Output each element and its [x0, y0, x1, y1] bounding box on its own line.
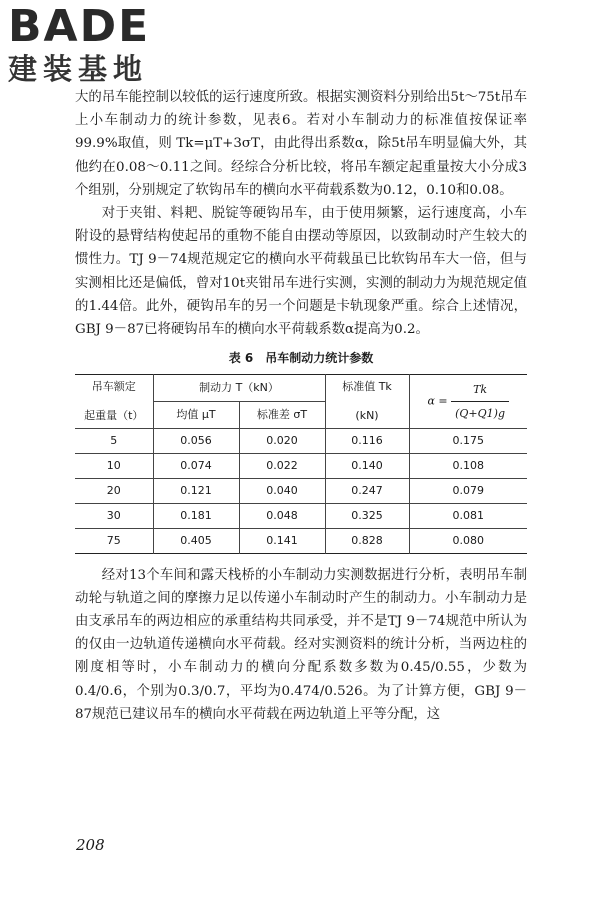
cell-mean: 0.056	[153, 428, 239, 453]
cell-capacity: 30	[75, 503, 153, 528]
header-capacity-line2: 起重量（t）	[84, 409, 144, 423]
header-std: 标准差 σT	[239, 401, 325, 428]
cell-alpha: 0.079	[409, 478, 527, 503]
alpha-fraction	[451, 378, 509, 425]
paragraph-3: 经对13个车间和露天栈桥的小车制动力实测数据进行分析，表明吊车制动轮与轨道之间的摩擦力足以传递小车制动时产生的制动力。小车制动力是由支承吊车的两边相应的承重结构共同承受，并不是TJ 9－74规范中所认为的仅由一边轨道传递横向水平荷载。经对实测资料的统计分析，当两边柱的刚度相等时，小车制动力的横向分配系数多数为0.45/0.55，少数为0.4/0.6，个别为0.3/0.7，平均为0.474/0.526。为了计算方便，GBJ 9－87规范已建议吊车的横向水平荷载在两边轨道上平等分配，这	[75, 567, 527, 722]
header-force: 制动力 T（kN）	[153, 375, 325, 402]
cell-std: 0.022	[239, 453, 325, 478]
header-capacity	[75, 375, 153, 428]
cell-standard: 0.325	[325, 503, 409, 528]
table-caption: 表 6 吊车制动力统计参数	[228, 351, 374, 366]
brake-force-table	[75, 374, 527, 553]
paragraph-2: 对于夹钳、料耙、脱锭等硬钩吊车，由于使用频繁，运行速度高，小车附设的悬臂结构使起吊的重物不能自由摆动等原因，以致制动时产生较大的惯性力。TJ 9－74规范规定它的横向水平荷载虽已比软钩吊车大一倍，但与实测相比还是偏低，曾对10t夹钳吊车进行实测，实测的制动力为规范规定值的1.44倍。此外，硬钩吊车的另一个问题是卡轨现象严重。综合上述情况，GBJ 9－87已将硬钩吊车的横向水平荷载系数α提高为0.2。	[75, 206, 527, 338]
paragraph-1: 大的吊车能控制以较低的运行速度所致。根据实测资料分别给出5t～75t吊车上小车制动力的统计参数，见表6。若对小车制动力的标准值按保证率99.9%取值，则 Tk=μT+3σT，由此得出系数α，除5t吊车明显偏大外，其他约在0.08～0.11之间。经综合分析比较，将吊车额定起重量按大小分成3个组别，分别规定了软钩吊车的横向水平荷载系数为0.12，0.10和0.08。	[75, 90, 527, 198]
cell-mean: 0.181	[153, 503, 239, 528]
header-capacity-line1: 吊车额定	[91, 380, 136, 394]
table-row	[75, 428, 527, 453]
header-alpha	[409, 375, 527, 428]
cell-std: 0.020	[239, 428, 325, 453]
page-body	[75, 86, 527, 726]
cell-capacity: 75	[75, 528, 153, 553]
cell-standard: 0.116	[325, 428, 409, 453]
page-number: 208	[76, 836, 105, 854]
table-row	[75, 478, 527, 503]
cell-capacity: 20	[75, 478, 153, 503]
cell-std: 0.048	[239, 503, 325, 528]
watermark-logo	[8, 1, 178, 90]
cell-mean: 0.074	[153, 453, 239, 478]
table-row	[75, 453, 527, 478]
cell-standard: 0.828	[325, 528, 409, 553]
cell-std: 0.141	[239, 528, 325, 553]
cell-standard: 0.247	[325, 478, 409, 503]
cell-alpha: 0.080	[409, 528, 527, 553]
alpha-label: α =	[427, 394, 448, 408]
header-standard-line2: (kN)	[355, 409, 379, 423]
alpha-denominator: (Q+Q1)g	[455, 406, 506, 420]
cell-mean: 0.121	[153, 478, 239, 503]
cell-capacity: 5	[75, 428, 153, 453]
header-standard-line1: 标准值 Tk	[342, 380, 392, 394]
cell-standard: 0.140	[325, 453, 409, 478]
cell-capacity: 10	[75, 453, 153, 478]
logo-text-top: BADE	[8, 1, 151, 52]
cell-alpha: 0.081	[409, 503, 527, 528]
cell-alpha: 0.175	[409, 428, 527, 453]
logo-text-bottom: 建装基地	[8, 52, 149, 86]
alpha-numerator: Tk	[451, 378, 509, 402]
cell-alpha: 0.108	[409, 453, 527, 478]
table-row	[75, 503, 527, 528]
header-mean: 均值 μT	[153, 401, 239, 428]
cell-mean: 0.405	[153, 528, 239, 553]
cell-std: 0.040	[239, 478, 325, 503]
table-row	[75, 528, 527, 553]
header-standard	[325, 375, 409, 428]
